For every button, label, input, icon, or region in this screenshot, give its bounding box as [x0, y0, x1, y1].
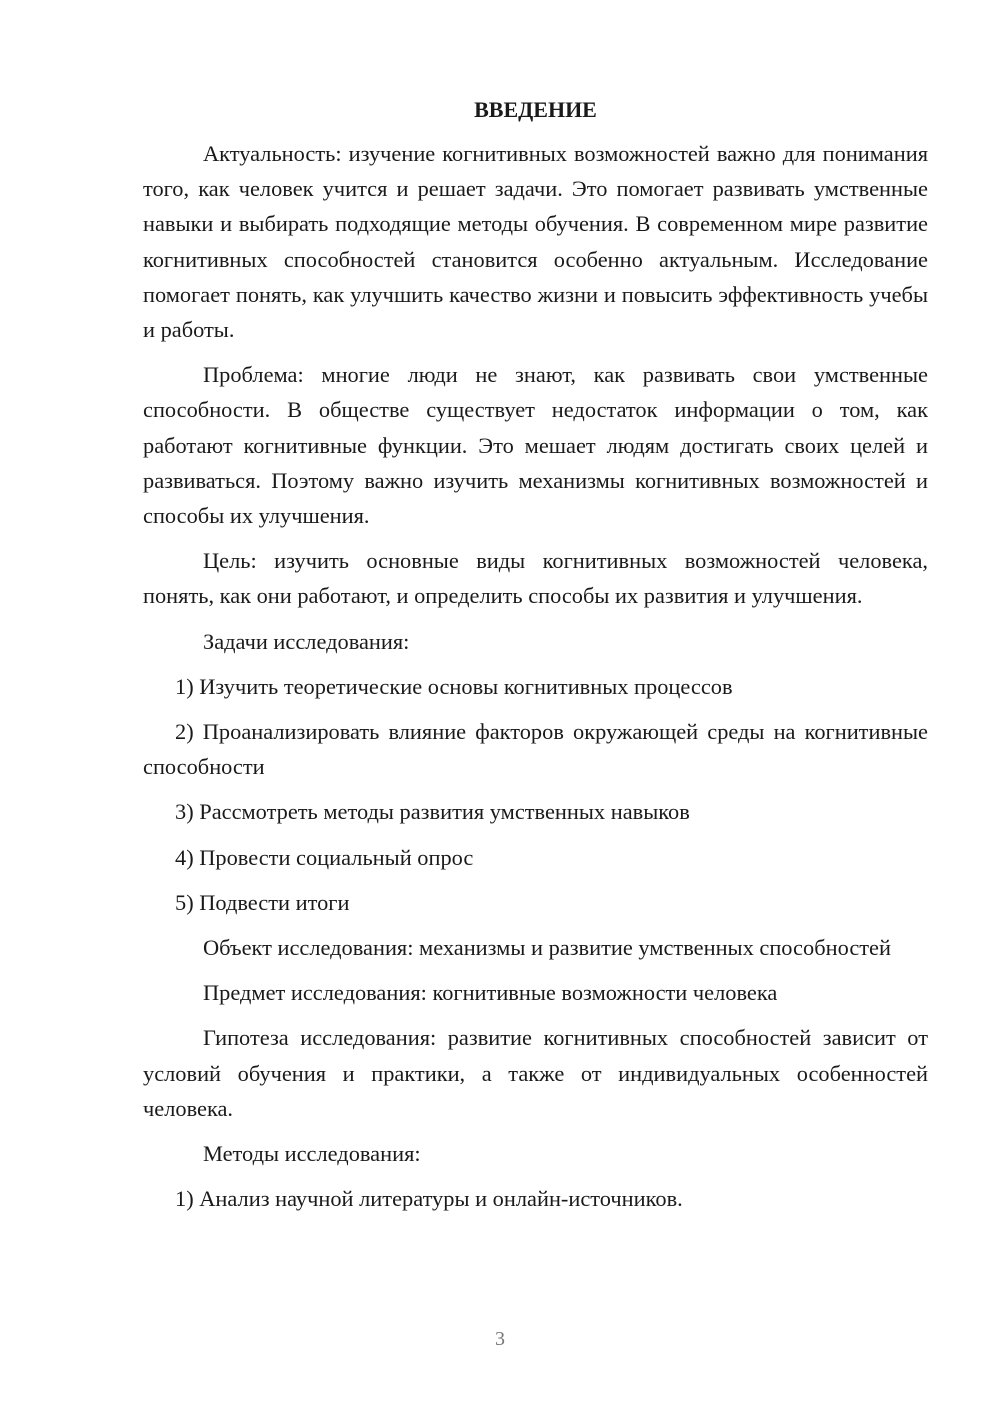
- method-item: 1) Анализ научной литературы и онлайн-источников.: [175, 1186, 683, 1212]
- paragraph-object: Объект исследования: механизмы и развитие умственных способностей: [203, 935, 891, 961]
- paragraph-subject: Предмет исследования: когнитивные возможности человека: [203, 980, 778, 1006]
- paragraph-problem: Проблема: многие люди не знают, как развивать свои умственные способности. В обществе существует недостаток информации о том, как работают когнитивные функции. Это мешает людям достигать своих целей и развиваться. Поэтому важно изучить механизмы когнитивных возможностей и способы их улучшения.: [143, 362, 928, 529]
- task-item: 3) Рассмотреть методы развития умственных навыков: [175, 799, 690, 825]
- task-item: 1) Изучить теоретические основы когнитивных процессов: [175, 673, 733, 699]
- paragraph-relevance: Актуальность: изучение когнитивных возможностей важно для понимания того, как человек учится и решает задачи. Это помогает развивать умственные навыки и выбирать подходящие методы обучения. В современном мире развитие когнитивных способностей становится особенно актуальным. Исследование помогает понять, как улучшить качество жизни и повысить эффективность учебы и работы.: [143, 141, 928, 343]
- paragraph-goal: Цель: изучить основные виды когнитивных возможностей человека, понять, как они работают, и определить способы их развития и улучшения.: [143, 548, 928, 609]
- page-number: 3: [495, 1328, 505, 1350]
- document-page: [143, 92, 928, 1226]
- paragraph-hypothesis: Гипотеза исследования: развитие когнитивных способностей зависит от условий обучения и практики, а также от индивидуальных особенностей человека.: [143, 1025, 928, 1121]
- tasks-title: Задачи исследования:: [203, 628, 410, 654]
- task-item: 5) Подвести итоги: [175, 889, 350, 915]
- methods-title: Методы исследования:: [203, 1141, 421, 1167]
- section-heading: ВВЕДЕНИЕ: [474, 97, 597, 122]
- task-item: 2) Проанализировать влияние факторов окружающей среды на когнитивные способности: [143, 719, 928, 780]
- task-item: 4) Провести социальный опрос: [175, 844, 474, 870]
